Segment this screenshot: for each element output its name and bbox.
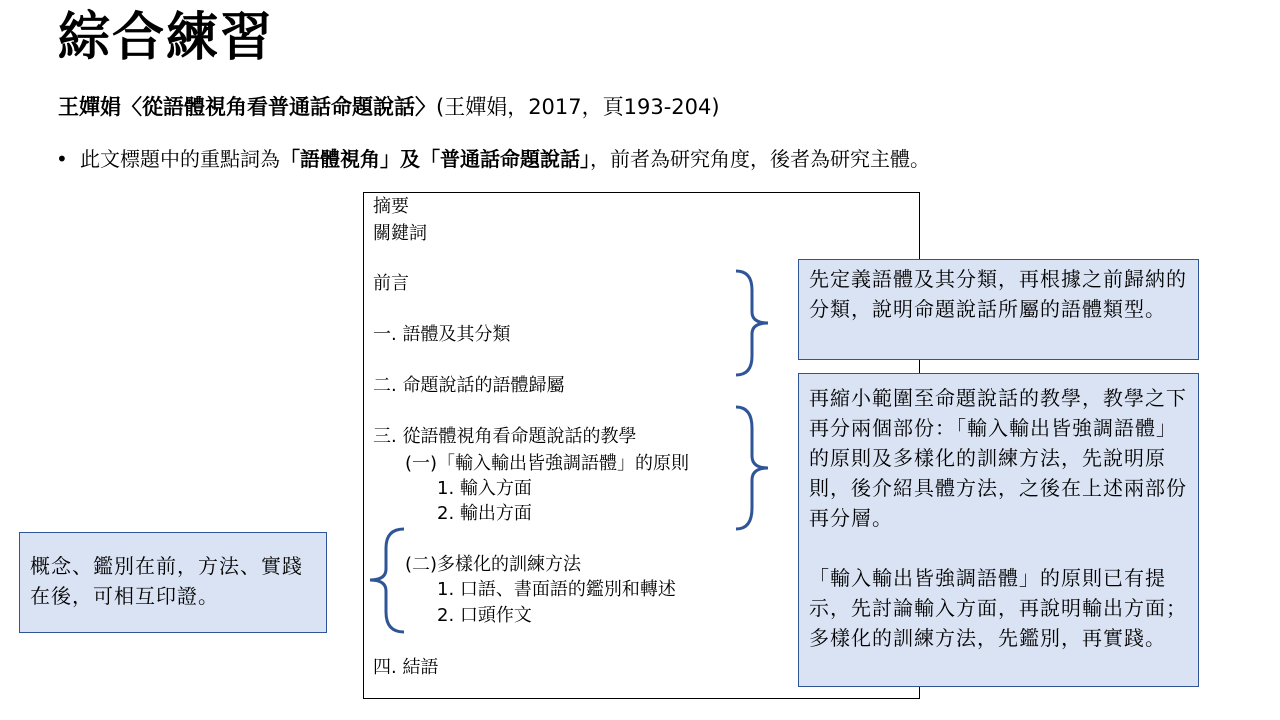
brace-left <box>362 526 412 636</box>
outline-section-3b2: 2. 口頭作文 <box>437 605 532 626</box>
article-title: 王嬋娟〈從語體視角看普通話命題說話〉 <box>58 95 436 119</box>
bullet-text-2: 及 <box>400 147 420 171</box>
note-left-text: 概念、鑑別在前，方法、實踐在後，可相互印證。 <box>30 554 303 608</box>
slide-title: 綜合練習 <box>58 8 275 68</box>
brace-top-right <box>732 268 782 378</box>
bullet-text-1: 此文標題中的重點詞為 <box>80 147 280 171</box>
note-left <box>19 532 327 633</box>
keyword-1: 「語體視角」 <box>280 147 400 171</box>
outline-section-3a: (一)「輸入輸出皆強調語體」的原則 <box>405 453 690 474</box>
outline-section-3b: (二)多樣化的訓練方法 <box>405 554 582 575</box>
article-citation <box>58 92 720 122</box>
note-middle-paragraph-1: 再縮小範圍至命題說話的教學，教學之下再分兩個部份：「輸入輸出皆強調語體」的原則及多樣化的訓練方法，先說明原則，後介紹具體方法，之後在上述兩部份再分層。 <box>809 386 1187 530</box>
note-top <box>798 259 1199 360</box>
outline-keywords: 關鍵詞 <box>373 223 427 244</box>
outline-section-3a2: 2. 輸出方面 <box>437 503 532 524</box>
outline-conclusion: 四. 結語 <box>373 657 439 678</box>
outline-intro: 前言 <box>373 273 409 294</box>
bullet-point <box>56 144 930 174</box>
outline-abstract: 摘要 <box>373 196 409 217</box>
keyword-2: 「普通話命題說話」 <box>420 147 590 171</box>
outline-section-1: 一. 語體及其分類 <box>373 324 511 345</box>
outline-section-2: 二. 命題說話的語體歸屬 <box>373 375 565 396</box>
bullet-icon: • <box>56 147 68 171</box>
outline-section-3: 三. 從語體視角看命題說話的教學 <box>373 426 637 447</box>
outline-section-3a1: 1. 輸入方面 <box>437 478 532 499</box>
article-source: (王嬋娟，2017，頁193-204) <box>436 95 720 119</box>
note-middle-paragraph-2: 「輸入輸出皆強調語體」的原則已有提示，先討論輸入方面，再說明輸出方面；多樣化的訓練方法，先鑑別，再實踐。 <box>809 566 1187 650</box>
bullet-text-3: ，前者為研究角度，後者為研究主體。 <box>590 147 930 171</box>
brace-middle-right <box>732 404 782 532</box>
outline-section-3b1: 1. 口語、書面語的鑑別和轉述 <box>437 579 676 600</box>
note-top-text: 先定義語體及其分類，再根據之前歸納的分類，說明命題說話所屬的語體類型。 <box>809 267 1187 321</box>
note-middle <box>798 373 1199 687</box>
